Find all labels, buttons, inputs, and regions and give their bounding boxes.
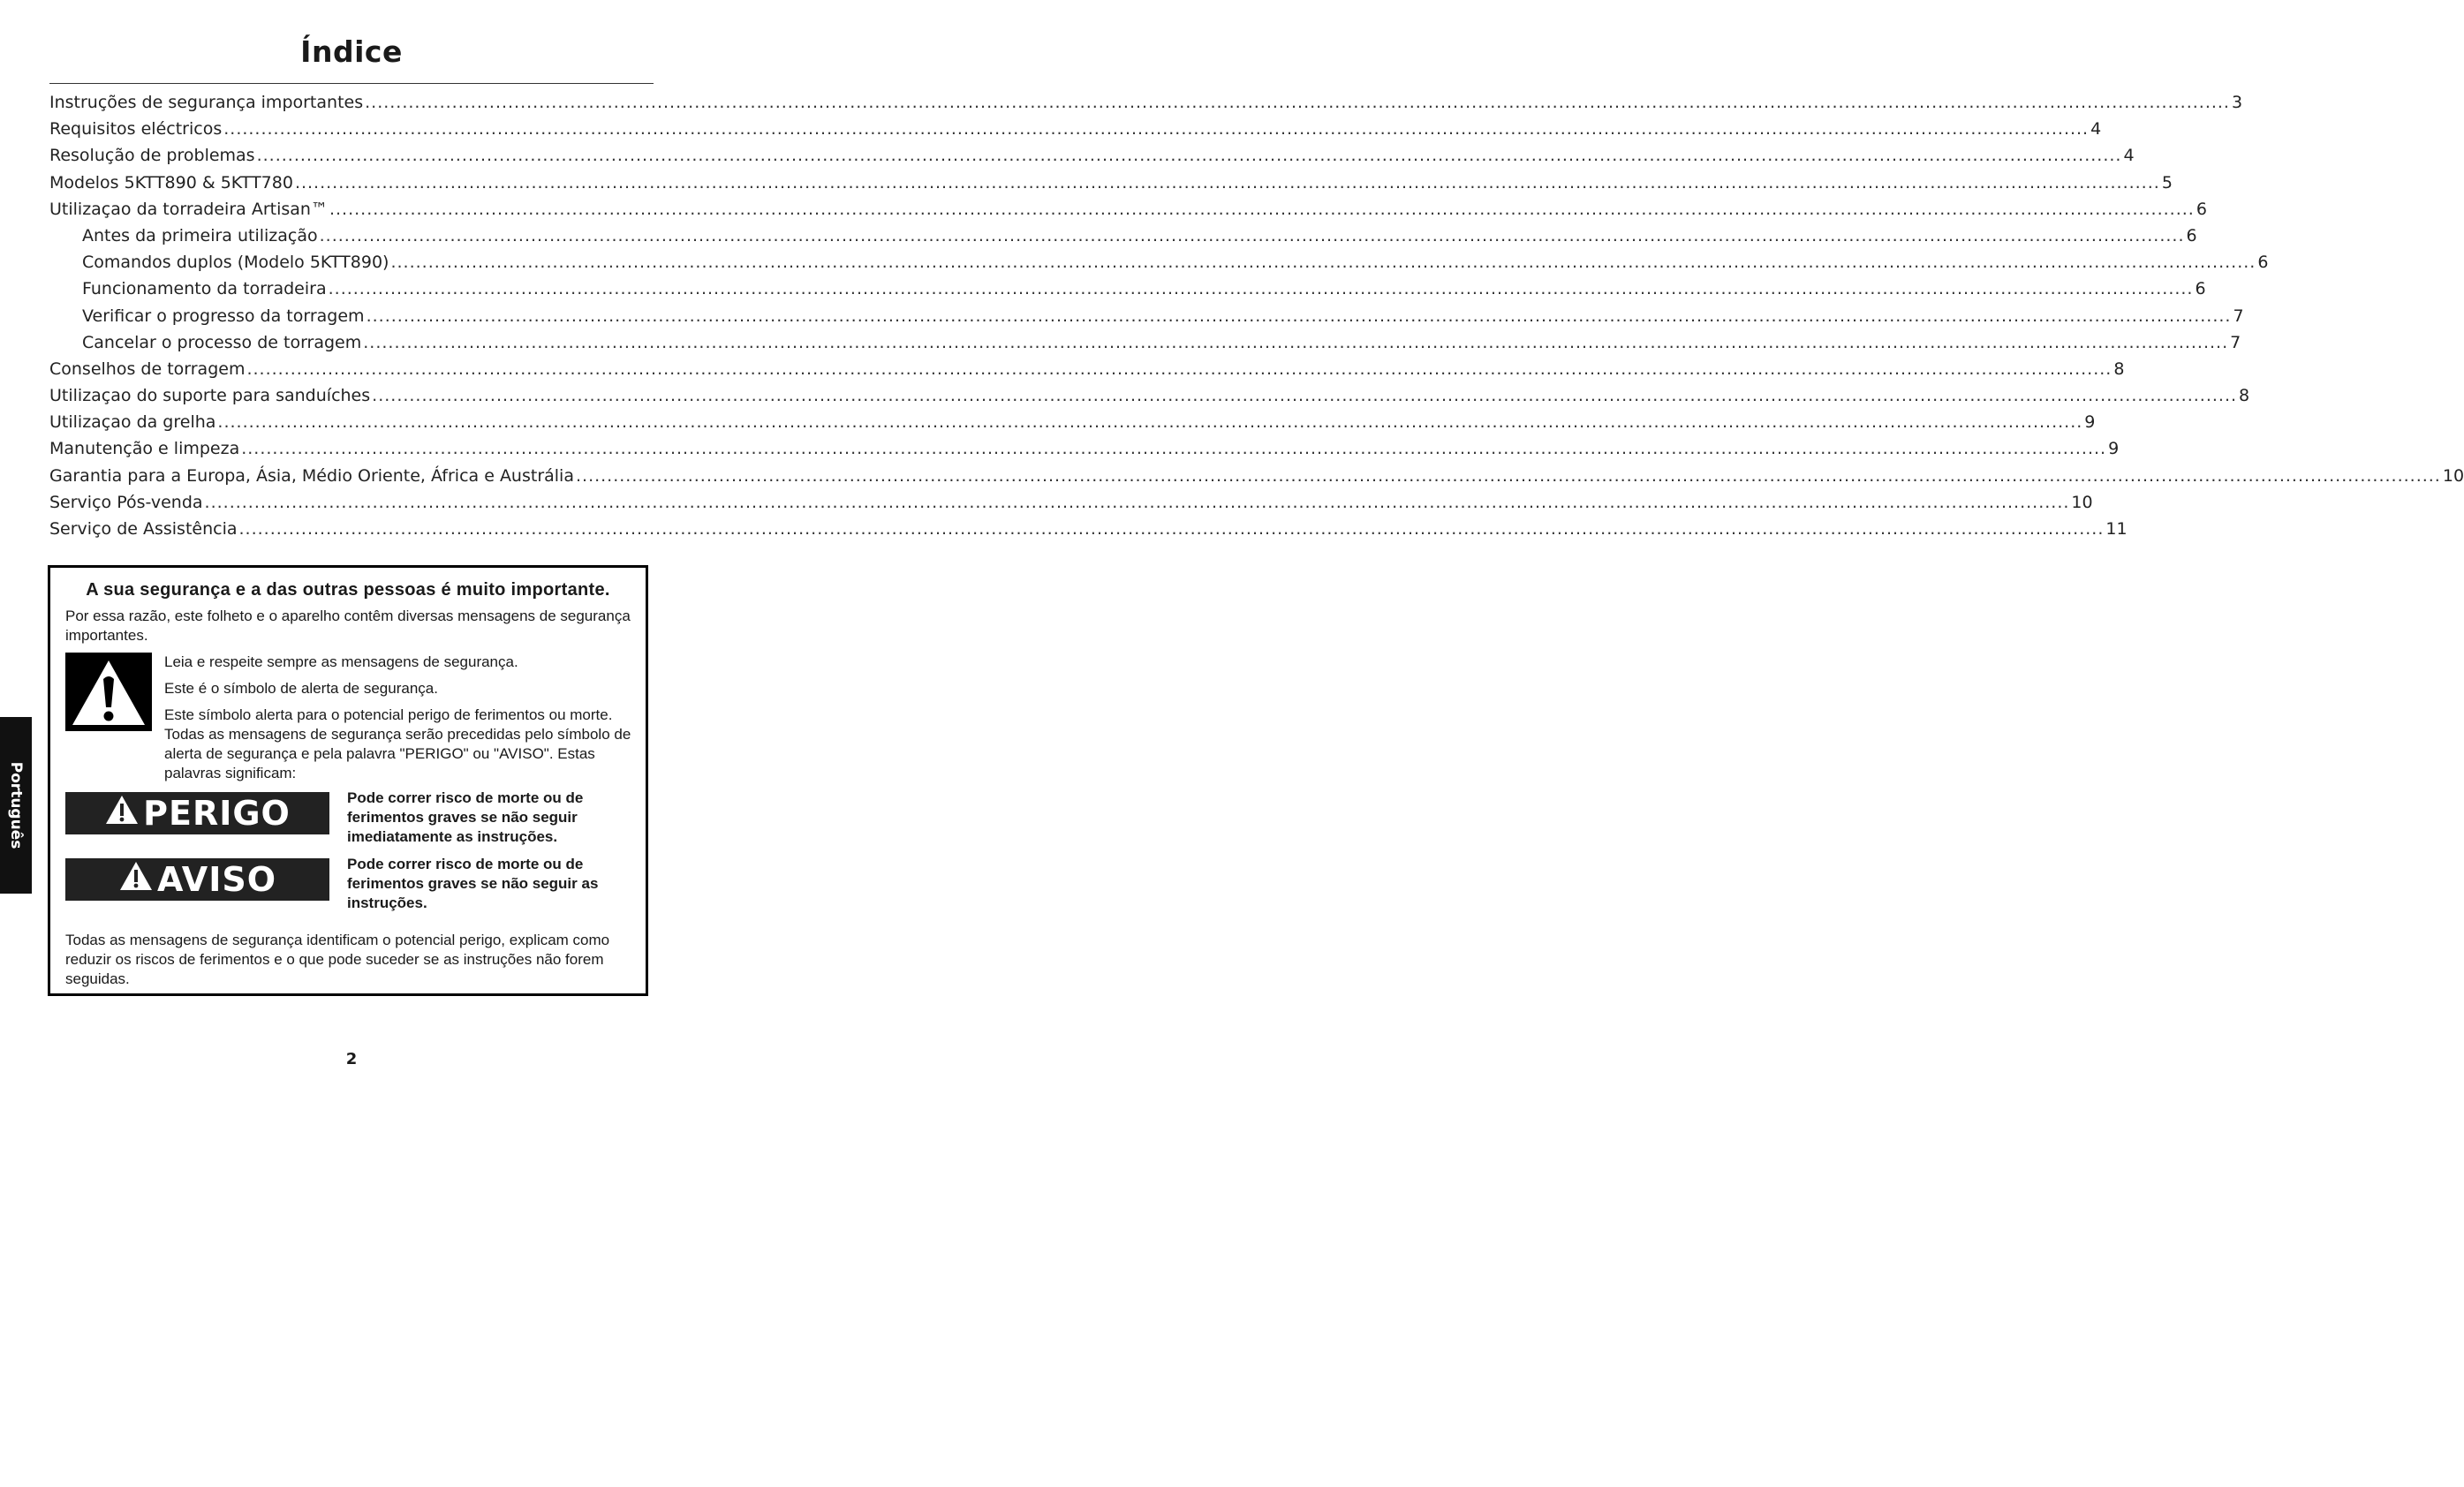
toc-entry bbox=[49, 170, 2173, 196]
toc-entry-page: 8 bbox=[2113, 359, 2125, 379]
toc-entry-label: Utilizaçao da torradeira Artisan™ bbox=[49, 199, 328, 219]
toc-entry bbox=[49, 116, 2102, 142]
toc-entry-page: 4 bbox=[2090, 119, 2102, 140]
toc-entry-label: Cancelar o processo de torragem bbox=[82, 332, 362, 352]
toc-entry-label: Requisitos eléctricos bbox=[49, 119, 223, 140]
toc-dot-leader: ............................................................................................................................................................................................................................................................................................................ bbox=[217, 412, 2083, 433]
toc-dot-leader: ............................................................................................................................................................................................................................................................................................................ bbox=[372, 386, 2238, 406]
danger-banner bbox=[65, 792, 329, 834]
toc-dot-leader: ............................................................................................................................................................................................................................................................................................................ bbox=[328, 279, 2194, 299]
warning-word: AVISO bbox=[156, 860, 277, 899]
toc-entry-page: 7 bbox=[2230, 332, 2241, 352]
toc-entry-page: 4 bbox=[2123, 146, 2135, 166]
warning-triangle-icon bbox=[104, 794, 140, 834]
toc-dot-leader: ............................................................................................................................................................................................................................................................................................................ bbox=[294, 172, 2160, 192]
toc-entry bbox=[49, 89, 2243, 116]
safety-heading: A sua segurança e a das outras pessoas é muito importante. bbox=[86, 580, 610, 600]
warning-triangle-icon bbox=[118, 860, 154, 900]
toc-dot-leader: ............................................................................................................................................................................................................................................................................................................ bbox=[246, 359, 2113, 379]
safety-intro: Por essa razão, este folheto e o aparelho contêm diversas mensagens de segurança importantes. bbox=[65, 608, 631, 644]
toc-entry bbox=[49, 142, 2135, 169]
toc-entry-page: 10 bbox=[2071, 492, 2093, 512]
alert-line-1: Leia e respeite sempre as mensagens de segurança. bbox=[164, 653, 518, 670]
toc-entry-label: Verificar o progresso da torragem bbox=[82, 306, 365, 326]
toc-entry bbox=[49, 382, 2250, 409]
toc-dot-leader: ............................................................................................................................................................................................................................................................................................................ bbox=[241, 439, 2107, 459]
toc-entry-page: 10 bbox=[2442, 465, 2464, 486]
page-title: Índice bbox=[300, 34, 403, 69]
toc-entry-label: Funcionamento da torradeira bbox=[82, 279, 327, 299]
toc-entry-page: 11 bbox=[2105, 519, 2128, 539]
toc-entry-page: 7 bbox=[2233, 306, 2244, 326]
toc-entry-label: Utilizaçao da grelha bbox=[49, 412, 216, 433]
title-rule bbox=[49, 83, 654, 84]
toc-entry-page: 6 bbox=[2186, 225, 2197, 245]
language-tab-label: Português bbox=[7, 761, 25, 849]
toc-entry-label: Manutenção e limpeza bbox=[49, 439, 240, 459]
danger-description: Pode correr risco de morte ou de ferimentos graves se não seguir imediatamente as instruções. bbox=[347, 789, 584, 845]
language-tab bbox=[0, 717, 32, 894]
toc-entry-label: Serviço Pós-venda bbox=[49, 492, 203, 512]
toc-entry-page: 6 bbox=[2196, 199, 2207, 219]
toc-entry bbox=[49, 249, 2269, 276]
toc-entry-label: Modelos 5KTT890 & 5KTT780 bbox=[49, 172, 293, 192]
page-number: 2 bbox=[345, 1050, 358, 1068]
toc-dot-leader: ............................................................................................................................................................................................................................................................................................................ bbox=[204, 492, 2070, 512]
toc-entry bbox=[49, 329, 2241, 356]
toc-dot-leader: ............................................................................................................................................................................................................................................................................................................ bbox=[256, 146, 2122, 166]
alert-line-3: Este símbolo alerta para o potencial perigo de ferimentos ou morte. Todas as mensagens de segurança serão precedidas pelo símbolo de alerta de segurança e pela palavra "PERIGO" ou "AVISO". Estas palavras significam: bbox=[164, 706, 631, 781]
toc-entry bbox=[49, 489, 2093, 516]
safety-box bbox=[48, 565, 648, 996]
toc-dot-leader: ............................................................................................................................................................................................................................................................................................................ bbox=[329, 199, 2195, 219]
toc-entry bbox=[49, 196, 2207, 223]
toc-entry bbox=[49, 223, 2197, 249]
toc-dot-leader: ............................................................................................................................................................................................................................................................................................................ bbox=[575, 465, 2441, 486]
toc-entry bbox=[49, 303, 2244, 329]
toc-dot-leader: ............................................................................................................................................................................................................................................................................................................ bbox=[365, 93, 2230, 112]
toc-entry-page: 3 bbox=[2231, 93, 2243, 112]
warning-banner bbox=[65, 858, 329, 901]
toc-dot-leader: ............................................................................................................................................................................................................................................................................................................ bbox=[319, 225, 2185, 245]
toc-entry-page: 6 bbox=[2195, 279, 2206, 299]
toc-entry-label: Serviço de Assistência bbox=[49, 519, 238, 539]
toc-entry bbox=[49, 356, 2125, 382]
toc-entry-label: Garantia para a Europa, Ásia, Médio Oriente, África e Austrália bbox=[49, 465, 574, 486]
toc-entry bbox=[49, 435, 2120, 462]
toc-dot-leader: ............................................................................................................................................................................................................................................................................................................ bbox=[223, 119, 2090, 140]
toc-dot-leader: ............................................................................................................................................................................................................................................................................................................ bbox=[390, 253, 2256, 273]
safety-footer: Todas as mensagens de segurança identificam o potencial perigo, explicam como reduzir os riscos de ferimentos e o que pode suceder se as instruções não forem seguidas. bbox=[65, 932, 610, 987]
toc-entry-page: 9 bbox=[2084, 412, 2096, 433]
toc-dot-leader: ............................................................................................................................................................................................................................................................................................................ bbox=[238, 519, 2105, 539]
toc-entry-label: Comandos duplos (Modelo 5KTT890) bbox=[82, 253, 389, 273]
alert-line-2: Este é o símbolo de alerta de segurança. bbox=[164, 680, 438, 697]
toc-entry bbox=[49, 409, 2096, 435]
toc-entry-label: Conselhos de torragem bbox=[49, 359, 246, 379]
toc-entry-page: 5 bbox=[2161, 172, 2173, 192]
toc-entry-label: Instruções de segurança importantes bbox=[49, 93, 364, 112]
toc-entry-page: 6 bbox=[2257, 253, 2269, 273]
toc-entry-label: Antes da primeira utilização bbox=[82, 225, 318, 245]
safety-alert-icon bbox=[65, 653, 152, 731]
toc-dot-leader: ............................................................................................................................................................................................................................................................................................................ bbox=[366, 306, 2232, 326]
toc-entry-label: Resolução de problemas bbox=[49, 146, 255, 166]
toc-dot-leader: ............................................................................................................................................................................................................................................................................................................ bbox=[363, 332, 2229, 352]
warning-description: Pode correr risco de morte ou de ferimentos graves se não seguir as instruções. bbox=[347, 856, 599, 911]
toc-entry bbox=[49, 463, 2464, 489]
table-of-contents bbox=[49, 89, 2464, 542]
toc-entry bbox=[49, 516, 2128, 542]
toc-entry-page: 9 bbox=[2108, 439, 2120, 459]
toc-entry bbox=[49, 276, 2206, 302]
toc-entry-page: 8 bbox=[2239, 386, 2250, 406]
danger-word: PERIGO bbox=[143, 794, 291, 833]
toc-entry-label: Utilizaçao do suporte para sanduíches bbox=[49, 386, 371, 406]
